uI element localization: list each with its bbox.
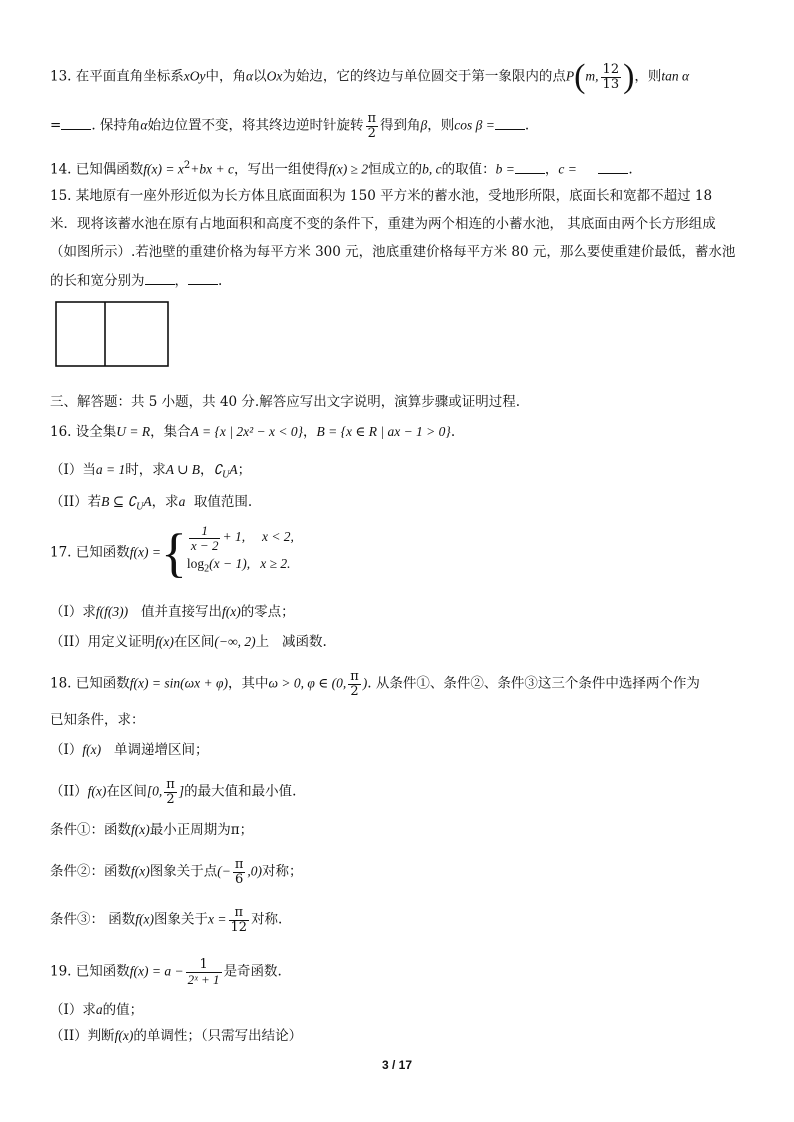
q18-c2-a: 条件②：函数: [50, 863, 131, 880]
q18-c1-b: f(x): [131, 822, 150, 837]
q18-c3-num: π: [229, 906, 250, 921]
q13-text-e: ，则: [634, 68, 662, 85]
q14-comma: ，: [544, 161, 559, 178]
q16-p1-c: 时，求: [125, 462, 166, 478]
q14-line: [50, 156, 633, 180]
q18-f: f(x) = sin(ωx + φ): [129, 675, 228, 691]
q18-cond: ω > 0, φ ∈ (0,: [268, 675, 347, 691]
q14-text-d: 的取值：: [441, 161, 496, 178]
q17-r1-b: + 1,: [222, 529, 246, 545]
q19-frac: [186, 958, 222, 986]
q18-c3-frac: [229, 906, 250, 934]
q16-p1-h: A: [229, 462, 238, 477]
q13-text-i: ，则: [427, 117, 455, 134]
q14-text-c: 恒成立的: [368, 161, 423, 178]
q18-c3-den: 12: [230, 919, 248, 935]
q19-p2-b: f(x): [114, 1028, 134, 1043]
q17-piecewise: [187, 524, 294, 582]
q15-line2: 米．现将该蓄水池在原有占地面积和高度不变的条件下，重建为两个相连的小蓄水池， 其底面由两个长方形组成: [50, 216, 716, 232]
q17-fx: f(x) =: [129, 544, 161, 560]
q19-num: 1: [186, 958, 222, 973]
q18-c2-c: 图象关于点: [149, 863, 218, 880]
q13-line1: [50, 60, 689, 94]
q14-f2: +bx + c: [190, 161, 234, 177]
q13-pi: π: [367, 111, 377, 126]
q16-p1-d: A ∪ B: [165, 462, 201, 477]
q14-f1: f(x) = x: [143, 161, 184, 177]
q13-ox: Ox: [266, 68, 283, 84]
q18-c2-den: 6: [234, 871, 244, 887]
q13-fraction: [601, 63, 622, 91]
q18-p2-f: 的最大值和最小值.: [184, 783, 297, 800]
q18-pi: π: [350, 669, 359, 684]
q13-num: 12: [602, 61, 620, 77]
q18-c3-a: 条件③： 函数: [50, 911, 136, 928]
q15-text-b: ，: [174, 273, 188, 289]
q16-part1: [50, 460, 251, 486]
q13-text-d: 为始边，它的终边与单位圆交于第一象限内的点: [282, 68, 566, 85]
q13-blank-2: [495, 115, 525, 130]
q17-part2: [50, 632, 327, 652]
q13-beta: β: [420, 117, 428, 133]
q16-u: U = R: [116, 424, 151, 439]
q17-row1: [187, 524, 294, 552]
q16-end: .: [450, 424, 456, 440]
q18-p1-c: 单调递增区间；: [113, 742, 209, 758]
q18-text-c: . 从条件①、条件②、条件③这三个条件中选择两个作为: [367, 675, 700, 692]
q17-row2: [187, 552, 294, 582]
q18-c3-e: 对称.: [251, 911, 283, 928]
q19-p1-a: （I）求: [50, 1002, 96, 1018]
q18-c3-b: f(x): [135, 911, 155, 927]
q17-r2-c: x ≥ 2.: [260, 556, 291, 572]
q13-text-f: . 保持角: [91, 117, 141, 134]
q18-p2-two: 2: [166, 791, 175, 807]
q18-p2-b: f(x): [87, 783, 107, 799]
q13-paren-open: (: [574, 58, 586, 95]
q18-p1-b: f(x): [82, 742, 102, 757]
q15-text-a: 的长和宽分别为: [50, 273, 145, 289]
q17-r1-c: x < 2,: [261, 529, 294, 545]
q16-p2-c: U: [136, 501, 144, 513]
q19-text-b: 是奇函数.: [223, 963, 282, 980]
q18-line2: 已知条件，求：: [50, 712, 145, 728]
q13-xoy: xOy: [183, 68, 206, 84]
q13-eq: =: [50, 117, 62, 134]
q18-c1-a: 条件①：函数: [50, 822, 131, 838]
q15-pool-diagram: [55, 300, 171, 370]
pool-outline: [56, 302, 168, 366]
q18-c2-f: 对称；: [262, 863, 303, 880]
q14-text-a: 14. 已知偶函数: [50, 161, 144, 178]
q14-blank-c: [598, 159, 628, 174]
q16-p2-f: a: [178, 494, 186, 509]
q13-m: m,: [585, 68, 599, 84]
q18-c2-num: π: [234, 857, 244, 872]
q19-den: 2ˣ + 1: [187, 971, 220, 987]
section-3-heading: 三、解答题：共 5 小题，共 40 分.解答应写出文字说明，演算步骤或证明过程.: [50, 394, 521, 410]
q18-p1-a: （I）: [50, 742, 83, 758]
q16-p2-b: B ⊆ ∁: [101, 494, 137, 509]
q18-c2-d: (−: [217, 863, 231, 879]
q16-text-c: ，: [303, 424, 317, 440]
q16-p2-a: （II）若: [50, 494, 102, 510]
q13-text-g: 始边位置不变，将其终边逆时针旋转: [147, 117, 364, 134]
q16-p1-f: ∁: [213, 462, 223, 477]
q16-part2: [50, 492, 252, 518]
q15-line4: [50, 270, 222, 291]
q16-p1-g: U: [222, 469, 230, 481]
q14-text-b: ，写出一组使得: [233, 161, 329, 178]
q15-blank-2: [188, 270, 218, 285]
q18-c1-c: 最小正周期为π；: [149, 822, 254, 838]
q15-blank-1: [145, 270, 175, 285]
q18-close: ): [362, 675, 368, 691]
q18-c2-e: ,0): [247, 863, 263, 879]
q16-p1-a: （I）当: [50, 462, 96, 478]
q16-p2-d: A: [143, 494, 152, 509]
q13-pi-fraction: [366, 112, 379, 140]
q18-c2-frac: [233, 858, 246, 886]
q17-line: [50, 524, 294, 582]
q19-line: [50, 958, 282, 986]
q18-p2-frac: [164, 778, 177, 806]
q14-bc: b, c: [422, 161, 442, 177]
q16-p1-e: ，: [200, 462, 214, 478]
q17-p1-c: 值并直接写出: [140, 604, 222, 620]
q17-p1-d: f(x): [221, 604, 241, 619]
q17-r1-num: 1: [189, 524, 221, 539]
q19-p2-c: 的单调性；（只需写出结论）: [133, 1028, 303, 1044]
q19-p2-a: （II）判断: [50, 1028, 115, 1044]
q13-text-c: 以: [253, 68, 267, 85]
q14-ineq: f(x) ≥ 2: [328, 161, 369, 177]
q16-p2-g: 取值范围.: [193, 494, 253, 510]
q18-part2: [50, 778, 296, 806]
q14-ceq: c =: [558, 161, 577, 177]
q17-r2-b: (x − 1),: [209, 556, 251, 572]
q16-p1-i: ；: [237, 462, 252, 478]
q17-r1-den: x − 2: [190, 537, 219, 553]
q17-r2-sub: 2: [204, 563, 210, 575]
q16-set-a: A = {x | 2x² − x < 0}: [190, 424, 303, 439]
q18-text-a: 18. 已知函数: [50, 675, 130, 692]
q19-p1-b: a: [95, 1002, 103, 1017]
q17-part1: [50, 602, 295, 622]
q16-line: [50, 422, 455, 442]
q15-text-c: .: [218, 273, 223, 289]
q18-text-b: ，其中: [227, 675, 269, 692]
q16-set-b: B = {x ∈ R | ax − 1 > 0}: [316, 424, 451, 439]
q17-p1-a: （I）求: [50, 604, 96, 620]
q19-text-a: 19. 已知函数: [50, 963, 130, 980]
q17-brace: {: [160, 522, 187, 583]
q17-row1-frac: [189, 524, 221, 552]
q13-tan: tan α: [661, 68, 690, 84]
page-number: 3 / 17: [381, 1058, 413, 1072]
q13-paren-close: ): [623, 58, 635, 95]
q17-p2-b: f(x): [155, 634, 174, 649]
q13-blank-1: [61, 115, 91, 130]
q18-c3-d: x =: [208, 911, 227, 927]
q17-p2-a: （II）用定义证明: [50, 634, 156, 650]
q13-cosb: cos β =: [454, 117, 495, 133]
q18-condition3: [50, 906, 282, 934]
q19-f: f(x) = a −: [129, 963, 184, 979]
q13-end: .: [524, 117, 530, 134]
q14-beq: b =: [495, 161, 515, 177]
q17-p1-b: f(f(3)): [95, 604, 129, 619]
q16-text-b: ，集合: [150, 424, 191, 440]
q15-line1: 15. 某地原有一座外形近似为长方体且底面面积为 150 平方米的蓄水池，受地形所限，底面长和宽都不超过 18: [50, 188, 713, 204]
q17-p2-d: (−∞, 2): [214, 634, 256, 649]
q18-p2-a: （II）: [50, 783, 88, 800]
q17-text-a: 17. 已知函数: [50, 544, 130, 561]
q14-end: .: [628, 161, 633, 178]
q13-text-b: 中，角: [205, 68, 246, 85]
q18-p2-e: ]: [178, 783, 185, 799]
q18-condition1: [50, 820, 253, 840]
q19-p1-c: 的值；: [102, 1002, 144, 1018]
q18-two: 2: [350, 683, 359, 699]
q13-two: 2: [367, 125, 376, 141]
q17-p2-c: 在区间: [173, 634, 215, 650]
q13-text-a: 13. 在平面直角坐标系: [50, 68, 184, 85]
q19-part1: [50, 1000, 143, 1020]
q18-part1: [50, 740, 208, 760]
q16-text-a: 16. 设全集: [50, 424, 117, 440]
q16-p1-b: a = 1: [95, 462, 126, 477]
q16-p2-e: ，求: [151, 494, 179, 510]
q18-c2-b: f(x): [131, 863, 150, 879]
q19-part2: [50, 1026, 302, 1046]
q17-p2-f: 减函数.: [282, 634, 327, 650]
q17-r2-a: log: [186, 556, 205, 572]
q18-p2-c: 在区间: [106, 783, 147, 800]
q18-p2-pi: π: [166, 777, 175, 792]
q14-blank-b: [515, 159, 545, 174]
q13-text-h: 得到角: [380, 117, 421, 134]
q15-line3: （如图所示）.若池壁的重建价格为每平方米 300 元，池底重建价格每平方米 80 元，那么要使重建价最低，蓄水池: [50, 244, 736, 260]
q13-alpha-2: α: [140, 117, 148, 133]
q18-line: [50, 670, 700, 698]
q18-condition2: [50, 858, 303, 886]
q14-sup: 2: [183, 160, 191, 171]
q13-alpha: α: [246, 68, 254, 84]
q13-point-p: P: [565, 68, 575, 84]
q17-p2-e: 上: [255, 634, 270, 650]
q13-line2: [50, 112, 529, 140]
q18-pi-frac: [348, 670, 361, 698]
q18-p2-d: [0,: [146, 783, 163, 799]
q17-p1-e: 的零点；: [240, 604, 295, 620]
q13-den: 13: [602, 76, 620, 92]
q18-c3-c: 图象关于: [154, 911, 209, 928]
